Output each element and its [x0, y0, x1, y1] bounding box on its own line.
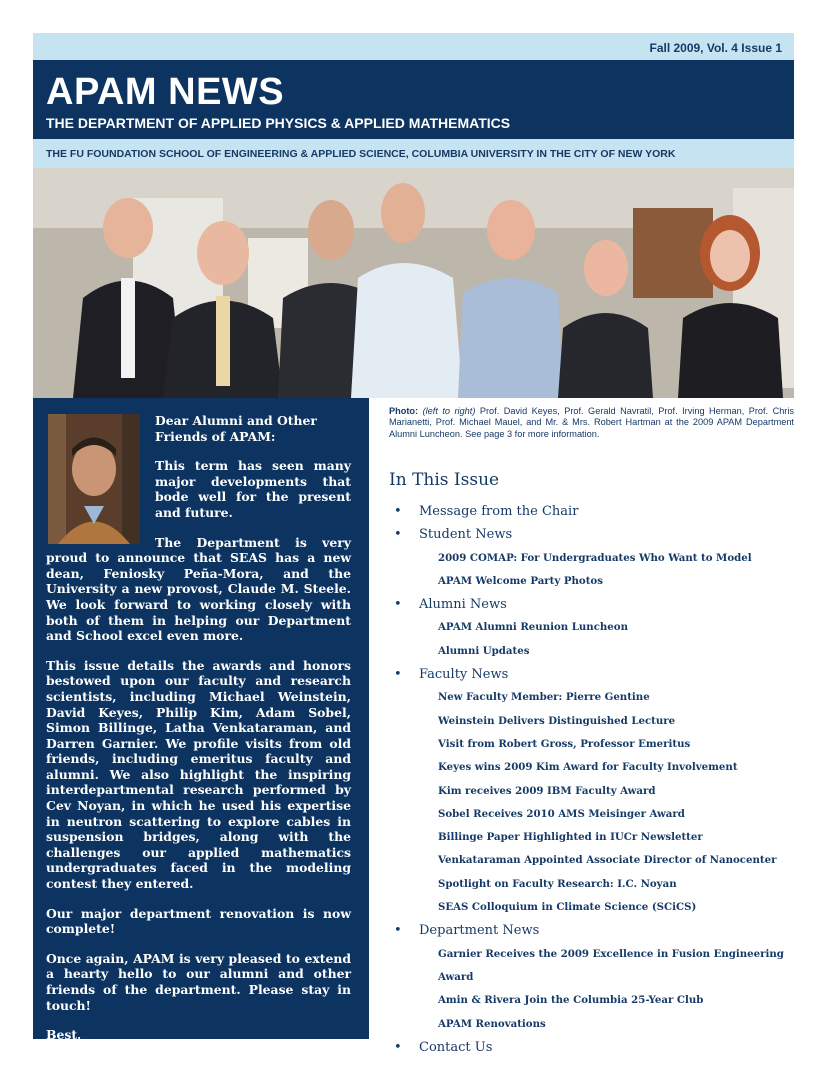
toc-item[interactable]: Venkataraman Appointed Associate Director of Nanocenter — [438, 854, 777, 867]
toc-section[interactable] — [389, 663, 794, 686]
letter-paragraph: This issue details the awards and honors bestowed upon our faculty and research scientists, including Michael Weinstein, David Keyes, Philip Kim, Adam Sobel, Simon Billinge, Latha Venkataraman, and Darren Garnier. We profile visits from old friends, including emeritus faculty and alumni. We also highlight the inspiring interdepartmental research performed by Cev Noyan, in which he used his expertise in neutron scattering to explore cables in suspension bridges, along with the challenges our applied mathematics undergraduates faced in the modeling contest they entered. — [46, 657, 351, 892]
toc-item[interactable]: Spotlight on Faculty Research: I.C. Noyan — [438, 877, 677, 890]
bullet-icon: • — [394, 667, 402, 683]
signature-name: Irving P. Herman — [46, 1056, 165, 1072]
toc-item[interactable]: SEAS Colloquium in Climate Science (SCiCS) — [438, 901, 697, 914]
letter-paragraph: Once again, APAM is very pleased to extend a hearty hello to our alumni and other friends of the department. Please stay in touch! — [46, 950, 351, 1013]
toc-item[interactable]: New Faculty Member: Pierre Gentine — [438, 691, 650, 704]
toc-item[interactable]: Billinge Paper Highlighted in IUCr Newsletter — [438, 831, 703, 844]
group-photo — [33, 168, 794, 398]
bullet-icon: • — [394, 923, 402, 939]
toc-section[interactable] — [389, 919, 794, 942]
table-of-contents — [389, 500, 794, 1059]
toc-item[interactable]: Alumni Updates — [438, 644, 530, 657]
toc-section-label: Student News — [419, 527, 513, 543]
top-banner — [33, 33, 794, 60]
masthead — [33, 60, 794, 139]
letter-paragraph: Our major department renovation is now complete! — [46, 905, 351, 937]
toc-item[interactable]: Kim receives 2009 IBM Faculty Award — [438, 784, 656, 797]
school-banner — [33, 139, 794, 168]
issue-label: Fall 2009, Vol. 4 Issue 1 — [649, 41, 782, 55]
toc-item[interactable]: 2009 COMAP: For Undergraduates Who Want to Model — [438, 551, 752, 564]
chair-letter-text — [46, 413, 351, 1088]
toc-item[interactable]: APAM Renovations — [438, 1017, 546, 1030]
bullet-icon: • — [394, 504, 402, 519]
toc-section[interactable] — [389, 500, 794, 523]
toc-item[interactable]: Garnier Receives the 2009 Excellence in Fusion Engineering Award — [438, 947, 784, 983]
department-subtitle: THE DEPARTMENT OF APPLIED PHYSICS & APPLIED MATHEMATICS — [46, 115, 511, 131]
toc-section-label: Department News — [419, 923, 540, 939]
toc-section-label: Message from the Chair — [419, 504, 579, 519]
bullet-icon: • — [394, 597, 402, 613]
group-photo-illustration — [33, 168, 794, 398]
toc-item[interactable]: APAM Welcome Party Photos — [438, 574, 603, 587]
toc-section-label: Alumni News — [419, 597, 507, 613]
letter-greeting: Dear Alumni and Other Friends of APAM: — [155, 413, 317, 444]
bullet-icon: • — [394, 1039, 402, 1055]
school-name: THE FU FOUNDATION SCHOOL OF ENGINEERING & APPLIED SCIENCE, COLUMBIA UNIVERSITY IN THE CITY OF NEW YORK — [46, 148, 676, 160]
letter-closing: Best, — [46, 1027, 82, 1043]
chair-letter-panel — [33, 398, 369, 1088]
caption-lead: (left to right) — [422, 406, 476, 416]
letter-paragraph: The Department is very proud to announce that SEAS has a new dean, Feniosky Peña-Mora, and the University a new provost, Claude M. Steele. We look forward to working closely with both of them in helping our Department and School excel even more. — [46, 534, 351, 644]
toc-section[interactable] — [389, 593, 794, 616]
photo-caption — [389, 406, 794, 440]
toc-section[interactable] — [389, 1036, 794, 1059]
toc-item[interactable]: Sobel Receives 2010 AMS Meisinger Award — [438, 807, 685, 820]
caption-label: Photo: — [389, 406, 419, 416]
toc-item[interactable]: Amin & Rivera Join the Columbia 25-Year Club — [438, 994, 704, 1007]
newsletter-title: APAM NEWS — [46, 71, 285, 113]
bullet-icon: • — [394, 527, 402, 543]
caption-text: Prof. David Keyes, Prof. Gerald Navratil, Prof. Irving Herman, Prof. Chris Marianetti, Prof. Michael Mauel, and Mr. & Mrs. Robert Hartman at the 2009 APAM Department Alumni Luncheon. See page 3 for more information. — [389, 406, 795, 439]
toc-title: In This Issue — [389, 470, 500, 490]
toc-item[interactable]: Weinstein Delivers Distinguished Lecture — [438, 714, 676, 727]
toc-section[interactable] — [389, 523, 794, 546]
toc-item[interactable]: Keyes wins 2009 Kim Award for Faculty Involvement — [438, 761, 738, 774]
toc-item[interactable]: Visit from Robert Gross, Professor Emeritus — [438, 737, 691, 750]
toc-section-label: Contact Us — [419, 1039, 493, 1055]
letter-paragraph: This term has seen many major developments that bode well for the present and future. — [155, 458, 351, 520]
toc-item[interactable]: APAM Alumni Reunion Luncheon — [438, 621, 628, 634]
signature-title: Chair, APAM — [46, 1072, 134, 1088]
toc-section-label: Faculty News — [419, 667, 509, 683]
